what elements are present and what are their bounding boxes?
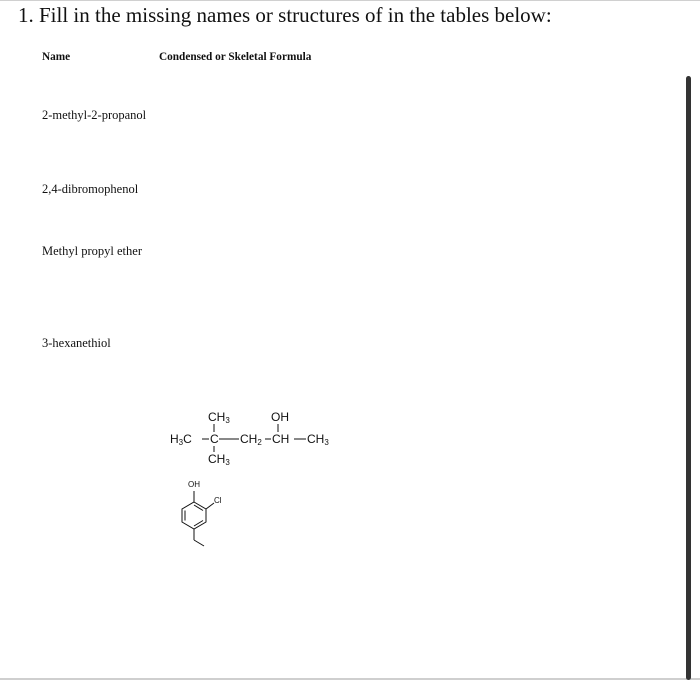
left-methyl-label: $H_3C$ — [170, 432, 192, 447]
name-entry-2: 2,4-dibromophenol — [42, 182, 139, 196]
ring-double-bond-2 — [194, 521, 203, 527]
end-methyl-label: $CH_3$ — [307, 432, 329, 447]
bond-ring-ethyl-2 — [194, 540, 204, 546]
name-entry-4: 3-hexanethiol — [42, 336, 111, 350]
column-header-formula: Condensed or Skeletal Formula — [159, 49, 312, 63]
top-methyl-label: $CH_3$ — [208, 410, 230, 425]
name-entry-1: 2-methyl-2-propanol — [42, 108, 147, 122]
bottom-methyl-label: $CH_3$ — [208, 452, 230, 467]
quaternary-carbon-label: C — [210, 432, 219, 446]
methylene-label: $CH_2$ — [240, 432, 262, 447]
column-header-name: Name — [42, 49, 71, 63]
ring-outline — [182, 502, 206, 529]
question-text: 1. Fill in the missing names or structures of in the tables below: — [18, 3, 552, 27]
bond-ring-cl — [206, 503, 214, 509]
chloro-label: Cl — [214, 496, 222, 505]
phenol-hydroxyl-label: OH — [188, 480, 200, 489]
ring-double-bond-1 — [194, 505, 203, 511]
methine-label: CH — [272, 432, 290, 446]
name-entry-3: Methyl propyl ether — [42, 244, 142, 258]
hydroxyl-label: OH — [271, 410, 289, 424]
